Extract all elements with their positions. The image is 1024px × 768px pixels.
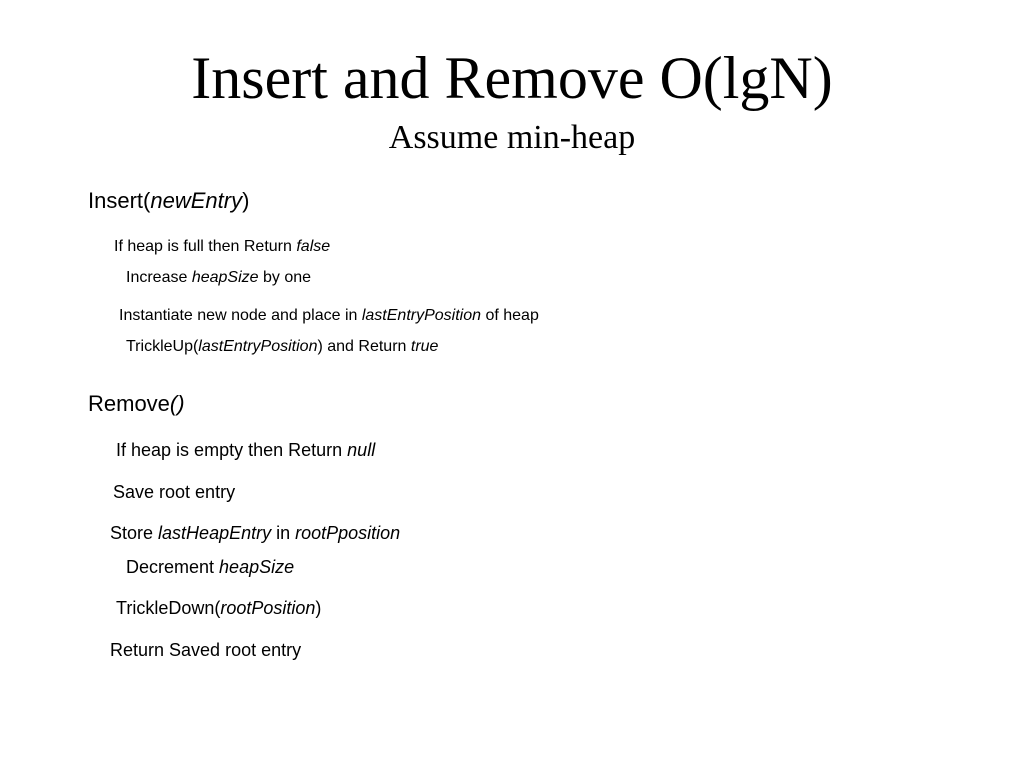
insert-heading [88,188,249,214]
step-text: and [322,338,359,355]
remove-step-5 [116,598,321,620]
step-keyword: TrickleDown [116,598,215,618]
step-text: root entry [154,482,236,502]
step-keyword: Return [110,640,165,660]
step-italic: rootPosition [220,598,316,618]
remove-parens: () [169,391,185,416]
insert-step-4 [126,337,438,356]
step-keyword: Return [288,440,343,460]
insert-step-1 [114,237,330,256]
remove-step-6 [110,640,301,662]
insert-name: Insert [88,188,144,213]
step-text: new node and place in [192,307,362,324]
step-text: in [271,523,296,543]
step-italic: lastEntryPosition [361,307,482,324]
step-italic: null [347,440,376,460]
insert-param: newEntry [150,188,243,213]
step-keyword: Save [113,482,155,502]
step-keyword: Instantiate [119,307,193,324]
step-italic: lastHeapEntry [158,523,272,543]
step-open-paren: ( [214,598,221,618]
remove-step-2 [113,482,235,504]
step-italic: false [296,238,331,255]
step-italic: heapSize [191,269,259,286]
step-keyword: Increase [126,269,188,286]
insert-step-3 [119,306,539,325]
step-keyword: Store [110,523,154,543]
step-italic: rootPposition [295,523,401,543]
remove-step-1 [116,440,375,462]
remove-heading [88,391,185,417]
step-close-paren: ) [315,598,322,618]
insert-open-paren: ( [143,188,151,213]
step-italic: heapSize [219,557,295,577]
slide-subtitle: Assume min-heap [388,119,636,156]
step-text: heap is full then [122,238,244,255]
step-keyword: Return [358,338,407,355]
slide-title: Insert and Remove O(lgN) [191,45,833,111]
step-text: of heap [481,307,539,324]
step-keyword: If [114,238,123,255]
step-open-paren: ( [192,338,199,355]
step-italic: lastEntryPosition [198,338,318,355]
insert-close-paren: ) [242,188,250,213]
remove-step-4 [126,557,294,579]
remove-name: Remove [88,391,170,416]
remove-step-3 [110,523,400,545]
step-text: heap is empty then [126,440,289,460]
step-keyword: If [116,440,127,460]
step-close-paren: ) [317,338,323,355]
step-italic: true [410,338,439,355]
insert-step-2 [126,268,311,287]
step-text: Saved root entry [164,640,302,660]
step-keyword: Decrement [126,557,215,577]
step-keyword: Return [243,238,292,255]
step-text: by one [258,269,312,286]
step-keyword: TrickleUp [126,338,193,355]
